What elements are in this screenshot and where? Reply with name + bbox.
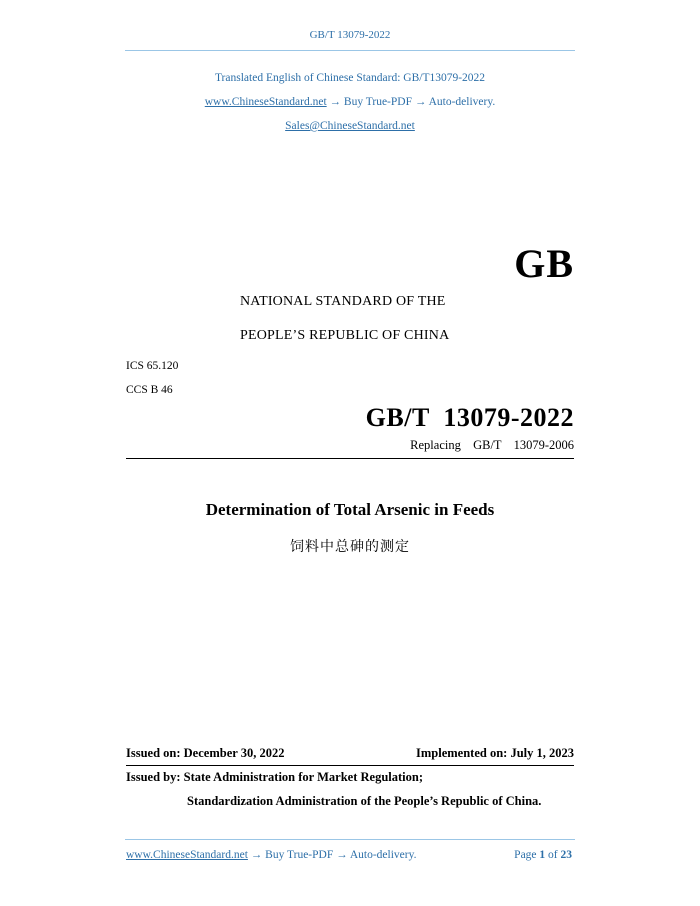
footer-site-link[interactable]: www.ChineseStandard.net: [126, 849, 248, 861]
document-title-en: Determination of Total Arsenic in Feeds: [205, 500, 495, 519]
promo-line-3: [0, 120, 700, 132]
email-link[interactable]: Sales@ChineseStandard.net: [285, 120, 415, 132]
issue-dates-row: [126, 746, 574, 761]
header-divider: [125, 50, 575, 51]
gb-mark: GB: [514, 241, 574, 286]
promo-line-1: Translated English of Chinese Standard: GB/T13079-2022: [214, 72, 486, 84]
replacing-note: Replacing GB/T 13079-2006: [410, 438, 574, 452]
footer-promo: [126, 849, 416, 861]
issue-divider: [126, 765, 574, 766]
implemented-on: Implemented on: July 1, 2023: [416, 746, 574, 760]
national-standard-line-2: PEOPLE’S REPUBLIC OF CHINA: [240, 328, 450, 343]
running-header: GB/T 13079-2022: [309, 29, 391, 41]
document-title-cn: 饲料中总砷的测定: [290, 539, 410, 555]
promo-line-2-text: → Buy True-PDF → Auto-delivery.: [326, 96, 496, 108]
page-indicator: [514, 849, 572, 861]
ics-code: ICS 65.120: [126, 360, 179, 372]
page-label: Page: [514, 849, 537, 861]
title-divider: [126, 458, 574, 459]
page-total: 23: [560, 849, 572, 861]
promo-line-2: [0, 96, 700, 108]
national-standard-line-1: NATIONAL STANDARD OF THE: [240, 294, 446, 309]
issued-on: Issued on: December 30, 2022: [126, 746, 285, 760]
standard-number: GB/T 13079-2022: [365, 403, 574, 432]
footer-divider: [125, 839, 575, 840]
ccs-code: CCS B 46: [126, 384, 173, 396]
issued-by-line-1: Issued by: State Administration for Market Regulation;: [126, 770, 423, 784]
issued-by-line-2: Standardization Administration of the People’s Republic of China.: [187, 794, 542, 808]
of-label: of: [548, 849, 558, 861]
footer-promo-text: → Buy True-PDF → Auto-delivery.: [247, 849, 417, 861]
site-link[interactable]: www.ChineseStandard.net: [204, 96, 327, 108]
page-current: 1: [539, 849, 546, 861]
